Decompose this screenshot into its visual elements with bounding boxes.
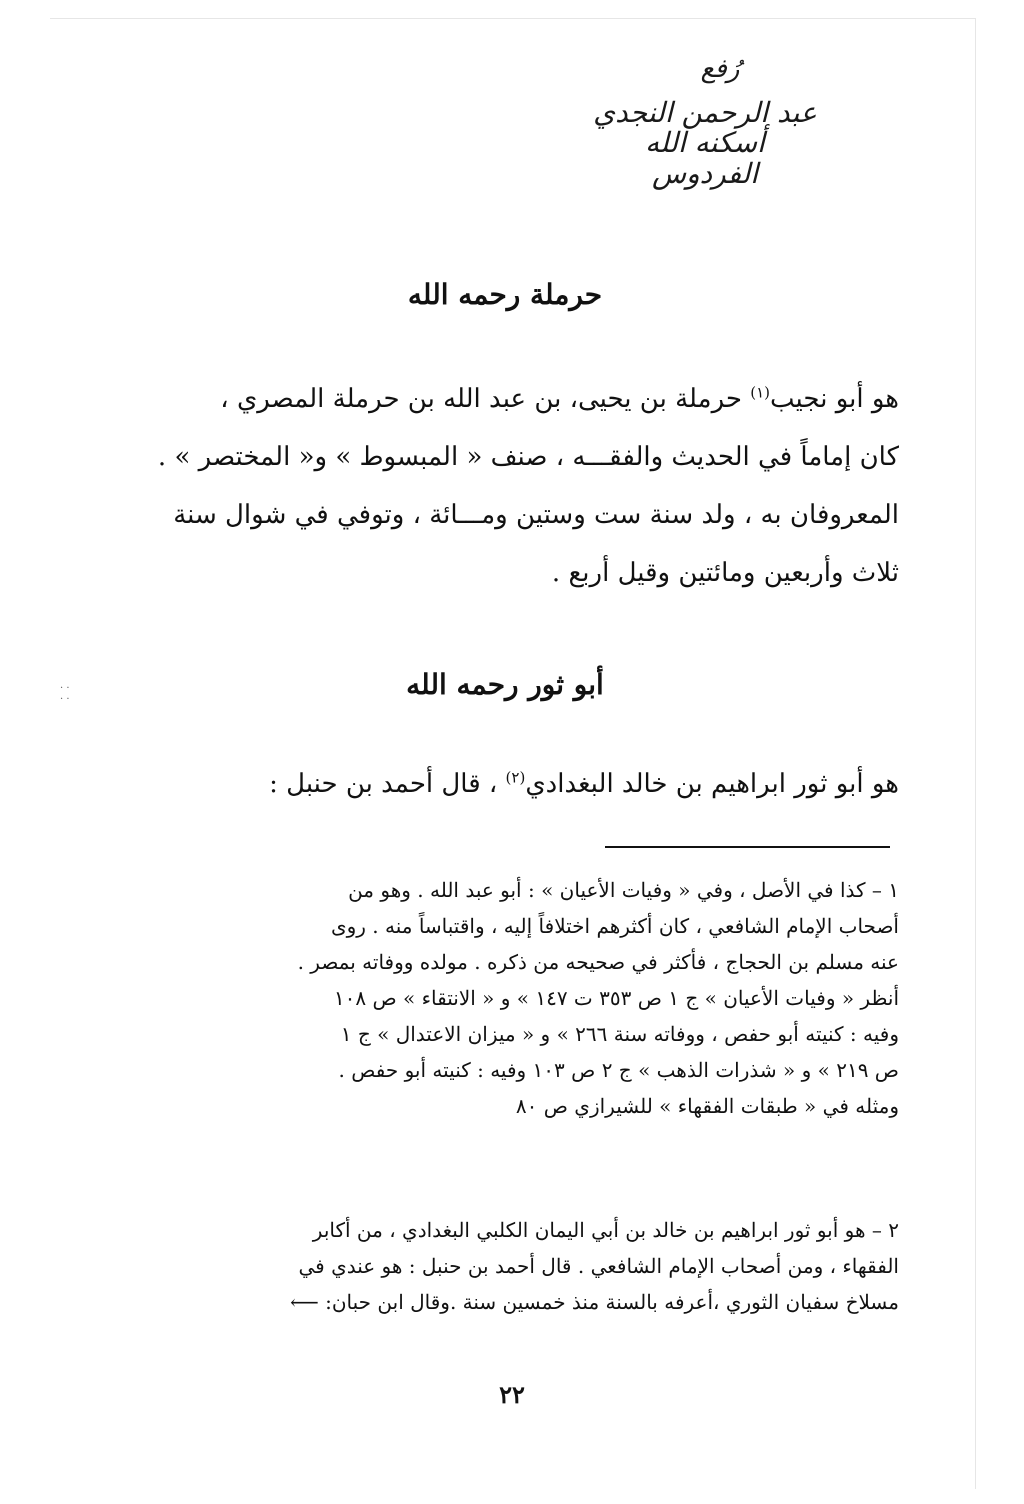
body-line [129,370,899,428]
page-number: ٢٢ [499,1380,525,1409]
stamp-line-2: عبد الرحمن النجدي [593,95,817,129]
footnote-line: ٢ – هو أبو ثور ابراهيم بن خالد بن أبي اليمان الكلبي البغدادي ، من أكابر [312,1218,899,1242]
footnote-ref-2[interactable]: (٢) [505,768,526,787]
footnote-line: عنه مسلم بن الحجاج ، فأكثر في صحيحه من ذكره . مولده ووفاته بمصر . [297,950,899,974]
ownership-stamp [590,55,820,190]
section-body-harmala [129,370,899,602]
body-line [129,755,899,813]
footnote-1 [129,872,899,1124]
section-title-harmala: حرملة رحمه الله [407,278,603,311]
margin-marks: · · · · [60,683,70,705]
stamp-line-3: أسكنه الله الفردوس [645,126,765,191]
section-title-abu-thawr: أبو ثور رحمه الله [406,668,604,701]
body-line: ثلاث وأربعين ومائتين وقيل أربع . [551,558,899,588]
footnote-separator [605,846,890,848]
body-text: هو أبو ثور ابراهيم بن خالد البغدادي [525,769,899,799]
footnote-line: الفقهاء ، ومن أصحاب الإمام الشافعي . قال أحمد بن حنبل : هو عندي في [298,1254,899,1278]
body-text: حرملة بن يحيى، بن عبد الله بن حرملة المصري ، [220,384,751,414]
footnote-2 [129,1212,899,1320]
body-text: ، قال أحمد بن حنبل : [269,769,506,799]
footnote-line: أصحاب الإمام الشافعي ، كان أكثرهم اختلافاً إليه ، واقتباساً منه . روى [330,914,899,938]
stamp-line-1: رُفع [700,54,740,84]
section-body-abu-thawr [129,755,899,813]
body-line: المعروفان به ، ولد سنة ست وستين ومـــائة ، وتوفي في شوال سنة [173,500,899,530]
footnote-line: ومثله في « طبقات الفقهاء » للشيرازي ص ٨٠ [515,1094,899,1118]
body-text: هو أبو نجيب [770,384,899,414]
footnote-line: مسلاخ سفيان الثوري ،أعرفه بالسنة منذ خمسين سنة .وقال ابن حبان: ⟵ [290,1290,899,1314]
footnote-line: ١ – كذا في الأصل ، وفي « وفيات الأعيان » : أبو عبد الله . وهو من [348,878,899,902]
footnote-line: أنظر « وفيات الأعيان » ج ١ ص ٣٥٣ ت ١٤٧ » و « الانتقاء » ص ١٠٨ [333,986,899,1010]
footnote-line: ص ٢١٩ » و « شذرات الذهب » ج ٢ ص ١٠٣ وفيه : كنيته أبو حفص . [338,1058,899,1082]
footnote-line: وفيه : كنيته أبو حفص ، ووفاته سنة ٢٦٦ » و « ميزان الاعتدال » ج ١ [340,1022,899,1046]
footnote-ref-1[interactable]: (١) [750,383,771,402]
body-line: كان إماماً في الحديث والفقـــه ، صنف « المبسوط » و« المختصر » . [157,442,899,472]
